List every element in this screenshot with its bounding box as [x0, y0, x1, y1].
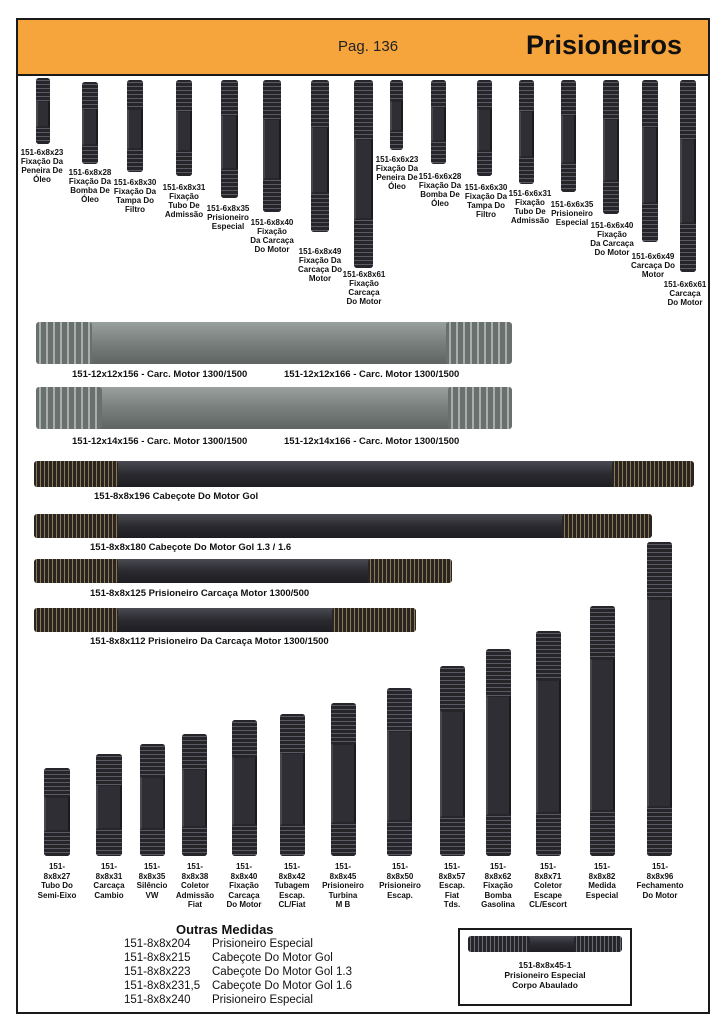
long-stud-125: [34, 559, 452, 583]
stud-8x8x38: [182, 734, 207, 856]
label-8x8x31: 151- 8x8x31 Carcaça Cambio: [93, 862, 125, 900]
special-stud-box: [458, 928, 632, 1006]
label-8x8x96: 151- 8x8x96 Fechamento Do Motor: [636, 862, 684, 900]
outras-desc: Cabeçote Do Motor Gol 1.6: [212, 980, 352, 992]
label-8x8x62: 151- 8x8x62 Fixação Bomba Gasolina: [481, 862, 515, 909]
stud-8x8x35: [140, 744, 165, 856]
outras-code: 151-8x8x231,5: [124, 980, 201, 992]
label-6x8x35: 151-6x8x35 Prisioneiro Especial: [206, 204, 250, 231]
long-stud-180: [34, 514, 652, 538]
stud-6x8x28: [82, 82, 98, 164]
label-8x8x125: 151-8x8x125 Prisioneiro Carcaça Motor 1300/500: [90, 588, 310, 599]
stud-6x8x30: [127, 80, 143, 172]
long-stud-196: [34, 461, 694, 487]
outras-code: 151-8x8x240: [124, 994, 191, 1006]
stud-6x6x49: [642, 80, 658, 242]
stud-6x6x23: [390, 80, 403, 150]
outras-row: [124, 980, 352, 992]
outras-desc: Cabeçote Do Motor Gol: [212, 952, 333, 964]
outras-row: [124, 994, 313, 1006]
outras-desc: Prisioneiro Especial: [212, 994, 313, 1006]
stud-8x8x27: [44, 768, 70, 856]
label-6x8x23: 151-6x8x23 Fixação Da Peneira De Óleo: [20, 148, 64, 184]
stud-8x8x57: [440, 666, 465, 856]
label-6x8x30: 151-6x8x30 Fixação Da Tampa Do Filtro: [113, 178, 157, 214]
label-8x8x40: 151- 8x8x40 Fixação Carcaça Do Motor: [226, 862, 262, 909]
label-8x8x42: 151- 8x8x42 Tubagem Escap. CL/Fiat: [274, 862, 310, 909]
stud-8x8x42: [280, 714, 305, 856]
label-6x8x31: 151-6x8x31 Fixação Tubo De Admissão: [162, 183, 206, 219]
stud-8x8x40: [232, 720, 257, 856]
stud-6x6x28: [431, 80, 446, 164]
stud-8x8x62: [486, 649, 511, 856]
stud-6x8x23: [36, 78, 50, 144]
label-6x8x49: 151-6x8x49 Fixação Da Carcaça Do Motor: [297, 247, 343, 283]
outras-row: [124, 938, 313, 950]
outras-code: 151-8x8x204: [124, 938, 191, 950]
outras-row: [124, 966, 352, 978]
label-8x8x50: 151- 8x8x50 Prisioneiro Escap.: [379, 862, 421, 900]
label-8x8x35: 151- 8x8x35 Silêncio VW: [136, 862, 168, 900]
label-8x8x38: 151- 8x8x38 Coletor Admissão Fiat: [175, 862, 215, 909]
stud-8x8x82: [590, 606, 615, 856]
label-8x8x82: 151- 8x8x82 Medida Especial: [585, 862, 619, 900]
outras-code: 151-8x8x215: [124, 952, 191, 964]
stud-8x8x71: [536, 631, 561, 856]
label-8x8x196: 151-8x8x196 Cabeçote Do Motor Gol: [94, 491, 259, 502]
label-12x12x166: 151-12x12x166 - Carc. Motor 1300/1500: [284, 369, 460, 380]
special-stud-label: 151-8x8x45-1 Prisioneiro Especial Corpo Abaulado: [504, 960, 586, 990]
label-6x8x28: 151-6x8x28 Fixação Da Bomba De Óleo: [68, 168, 112, 204]
stud-8x8x45: [331, 703, 356, 856]
outras-medidas-title: Outras Medidas: [176, 922, 274, 937]
special-stud: [468, 936, 622, 952]
outras-desc: Cabeçote Do Motor Gol 1.3: [212, 966, 352, 978]
label-6x8x40: 151-6x8x40 Fixação Da Carcaça Do Motor: [250, 218, 294, 254]
label-6x6x28: 151-6x6x28 Fixação Da Bomba De Óleo: [418, 172, 462, 208]
label-6x6x31: 151-6x6x31 Fixação Tubo De Admissão: [508, 189, 552, 225]
stud-6x6x40: [603, 80, 619, 214]
label-6x8x61: 151-6x8x61 Fixação Carcaça Do Motor: [342, 270, 386, 306]
label-6x6x30: 151-6x6x30 Fixação Da Tampa Do Filtro: [464, 183, 508, 219]
label-8x8x71: 151- 8x8x71 Coletor Escape CL/Escort: [529, 862, 567, 909]
stud-6x8x40: [263, 80, 281, 212]
outras-code: 151-8x8x223: [124, 966, 191, 978]
label-8x8x45: 151- 8x8x45 Prisioneiro Turbina M B: [322, 862, 364, 909]
stud-6x6x31: [519, 80, 534, 184]
label-12x14x166: 151-12x14x166 - Carc. Motor 1300/1500: [284, 436, 460, 447]
long-stud-112: [34, 608, 416, 632]
stud-8x8x96: [647, 542, 672, 856]
gray-stud-12x14: [36, 387, 512, 429]
stud-8x8x31: [96, 754, 122, 856]
stud-6x8x35: [221, 80, 238, 198]
page-number: Pag. 136: [338, 38, 399, 55]
stud-6x6x35: [561, 80, 576, 192]
label-8x8x57: 151- 8x8x57 Escap. Fiat Tds.: [438, 862, 466, 909]
outras-desc: Prisioneiro Especial: [212, 938, 313, 950]
outras-row: [124, 952, 333, 964]
label-6x6x23: 151-6x6x23 Fixação Da Peneira De Óleo: [375, 155, 419, 191]
label-8x8x112: 151-8x8x112 Prisioneiro Da Carcaça Motor 1300/1500: [90, 636, 329, 647]
label-6x6x35: 151-6x6x35 Prisioneiro Especial: [550, 200, 594, 227]
label-12x14x156: 151-12x14x156 - Carc. Motor 1300/1500: [72, 436, 248, 447]
label-6x6x40: 151-6x6x40 Fixação Da Carcaça Do Motor: [590, 221, 634, 257]
label-8x8x27: 151- 8x8x27 Tubo Do Semi-Eixo: [37, 862, 77, 900]
gray-stud-12x12: [36, 322, 512, 364]
stud-8x8x50: [387, 688, 412, 856]
label-8x8x180: 151-8x8x180 Cabeçote Do Motor Gol 1.3 / 1.6: [90, 542, 292, 553]
label-6x6x49: 151-6x6x49 Carcaça Do Motor: [630, 252, 676, 279]
stud-6x8x31: [176, 80, 192, 176]
stud-6x6x61: [680, 80, 696, 272]
label-12x12x156: 151-12x12x156 - Carc. Motor 1300/1500: [72, 369, 248, 380]
label-6x6x61: 151-6x6x61 Carcaça Do Motor: [663, 280, 707, 307]
page-title: Prisioneiros: [525, 30, 682, 60]
stud-6x8x49: [311, 80, 329, 232]
stud-6x6x30: [477, 80, 492, 176]
stud-6x8x61: [354, 80, 373, 268]
